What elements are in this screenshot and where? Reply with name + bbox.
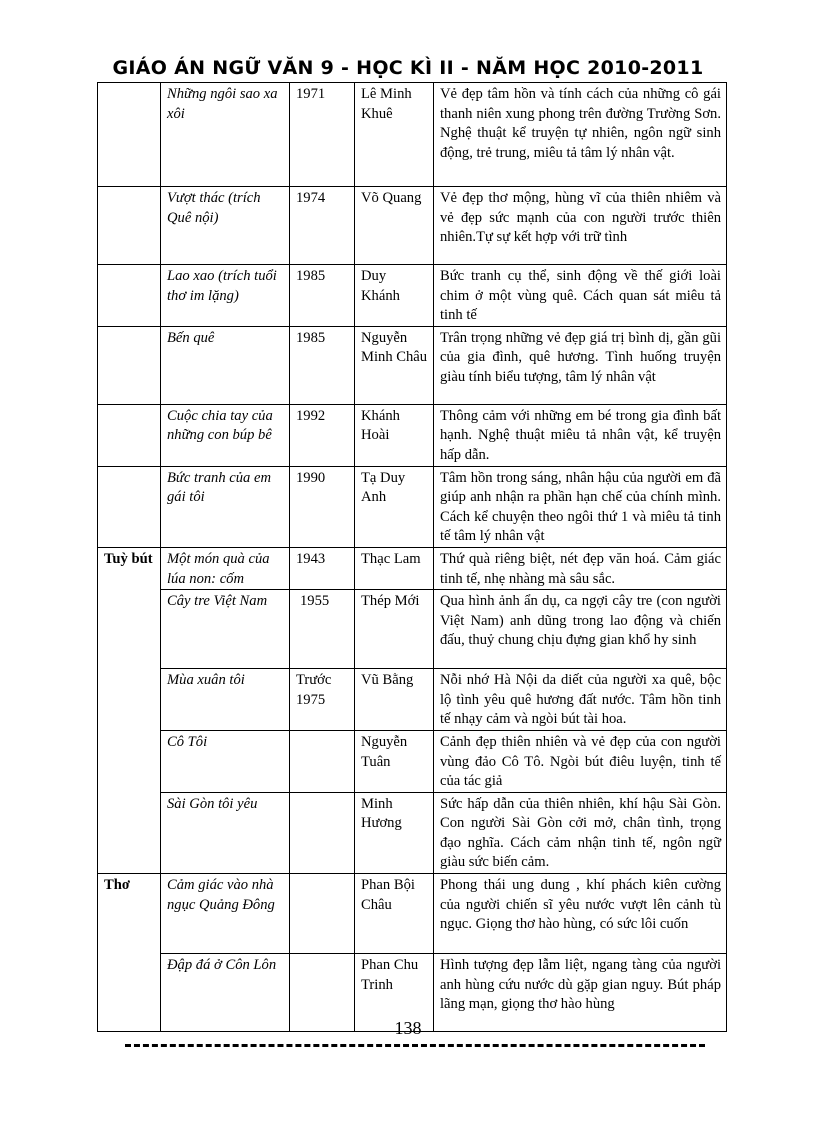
author-cell: Vũ Bằng xyxy=(355,669,434,731)
genre-cell xyxy=(98,187,161,265)
table-row xyxy=(98,547,727,589)
author-cell: Phan Chu Trinh xyxy=(355,954,434,1032)
genre-cell xyxy=(98,590,161,669)
table-row xyxy=(98,590,727,669)
table-row xyxy=(98,792,727,873)
author-cell: Khánh Hoài xyxy=(355,404,434,466)
description-cell: Qua hình ảnh ẩn dụ, ca ngợi cây tre (con người Việt Nam) anh dũng trong lao động và chiến đấu, thuỷ chung chịu đựng gian khổ hy sinh xyxy=(434,590,727,669)
description-cell: Thông cảm với những em bé trong gia đình bất hạnh. Nghệ thuật miêu tả nhân vật, kể truyện hấp dẫn. xyxy=(434,404,727,466)
year-cell: 1990 xyxy=(290,466,355,547)
description-cell: Hình tượng đẹp lẫm liệt, ngang tàng của người anh hùng cứu nước dù gặp gian nguy. Bút pháp lãng mạn, giọng thơ hào hùng xyxy=(434,954,727,1032)
genre-cell: Tuỳ bút xyxy=(98,547,161,589)
description-cell: Nỗi nhớ Hà Nội da diết của người xa quê, bộc lộ tình yêu quê hương đất nước. Tâm hồn tinh tế nhạy cảm và ngòi bút tài hoa. xyxy=(434,669,727,731)
year-cell: 1955 xyxy=(290,590,355,669)
description-cell: Vẻ đẹp thơ mộng, hùng vĩ của thiên nhiêm và vẻ đẹp sức mạnh của con người trước thiên nhiên.Tự sự kết hợp với trữ tình xyxy=(434,187,727,265)
genre-cell xyxy=(98,669,161,731)
genre-cell xyxy=(98,404,161,466)
year-cell: 1971 xyxy=(290,83,355,187)
author-cell: Võ Quang xyxy=(355,187,434,265)
table-row xyxy=(98,404,727,466)
work-title-cell: Bến quê xyxy=(161,326,290,404)
year-cell xyxy=(290,730,355,792)
work-title-cell: Cảm giác vào nhà ngục Quảng Đông xyxy=(161,874,290,954)
description-cell: Phong thái ung dung , khí phách kiên cường của người chiến sĩ yêu nước vượt lên cảnh tù ngục. Giọng thơ hào hùng, có sức lôi cuốn xyxy=(434,874,727,954)
table-body xyxy=(98,83,727,1032)
work-title-cell: Cô Tôi xyxy=(161,730,290,792)
year-cell: 1974 xyxy=(290,187,355,265)
description-cell: Cảnh đẹp thiên nhiên và vẻ đẹp của con người vùng đảo Cô Tô. Ngòi bút điêu luyện, tinh tế của tác giả xyxy=(434,730,727,792)
work-title-cell: Lao xao (trích tuổi thơ im lặng) xyxy=(161,265,290,327)
year-cell: Trước 1975 xyxy=(290,669,355,731)
genre-cell xyxy=(98,792,161,873)
author-cell: Thép Mới xyxy=(355,590,434,669)
page-number: 138 xyxy=(394,1018,422,1038)
description-cell: Vẻ đẹp tâm hồn và tính cách của những cô gái thanh niên xung phong trên đường Trường Sơn. Nghệ thuật kể truyện tự nhiên, ngôn ngữ sinh động, trẻ trung, miêu tả tâm lý nhân vật. xyxy=(434,83,727,187)
description-cell: Bức tranh cụ thể, sinh động về thế giới loài chim ở một vùng quê. Cách quan sát miêu tả tinh tế xyxy=(434,265,727,327)
author-cell: Tạ Duy Anh xyxy=(355,466,434,547)
work-title-cell: Cây tre Việt Nam xyxy=(161,590,290,669)
author-cell: Nguyễn Minh Châu xyxy=(355,326,434,404)
work-title-cell: Đập đá ở Côn Lôn xyxy=(161,954,290,1032)
genre-cell xyxy=(98,83,161,187)
work-title-cell: Những ngôi sao xa xôi xyxy=(161,83,290,187)
genre-cell xyxy=(98,466,161,547)
work-title-cell: Sài Gòn tôi yêu xyxy=(161,792,290,873)
author-cell: Minh Hương xyxy=(355,792,434,873)
year-cell: 1985 xyxy=(290,265,355,327)
year-cell xyxy=(290,874,355,954)
description-cell: Thứ quà riêng biệt, nét đẹp văn hoá. Cảm giác tinh tế, nhẹ nhàng mà sâu sắc. xyxy=(434,547,727,589)
description-cell: Sức hấp dẫn của thiên nhiên, khí hậu Sài Gòn. Con người Sài Gòn cởi mở, chân tình, trọng đạo nghĩa. Cách cảm nhận tinh tế, ngôn ngữ giàu sức biến cảm. xyxy=(434,792,727,873)
table-row xyxy=(98,83,727,187)
table-row xyxy=(98,466,727,547)
work-title-cell: Vượt thác (trích Quê nội) xyxy=(161,187,290,265)
table-row xyxy=(98,326,727,404)
year-cell: 1992 xyxy=(290,404,355,466)
literature-table xyxy=(97,82,727,1032)
genre-cell xyxy=(98,326,161,404)
genre-cell: Thơ xyxy=(98,874,161,954)
work-title-cell: Mùa xuân tôi xyxy=(161,669,290,731)
author-cell: Thạc Lam xyxy=(355,547,434,589)
genre-cell xyxy=(98,265,161,327)
page-header-title: GIÁO ÁN NGỮ VĂN 9 - HỌC KÌ II - NĂM HỌC 2010-2011 xyxy=(112,57,704,79)
description-cell: Trân trọng những vẻ đẹp giá trị bình dị, gần gũi của gia đình, quê hương. Tình huống truyện giàu tính biểu tượng, tâm lý nhân vật xyxy=(434,326,727,404)
author-cell: Lê Minh Khuê xyxy=(355,83,434,187)
table-row xyxy=(98,874,727,954)
year-cell: 1943 xyxy=(290,547,355,589)
author-cell: Duy Khánh xyxy=(355,265,434,327)
table-row xyxy=(98,265,727,327)
work-title-cell: Một món quà của lúa non: cốm xyxy=(161,547,290,589)
work-title-cell: Cuộc chia tay của những con búp bê xyxy=(161,404,290,466)
author-cell: Nguyễn Tuân xyxy=(355,730,434,792)
work-title-cell: Bức tranh của em gái tôi xyxy=(161,466,290,547)
table-row xyxy=(98,187,727,265)
author-cell: Phan Bội Châu xyxy=(355,874,434,954)
year-cell: 1985 xyxy=(290,326,355,404)
table-row xyxy=(98,730,727,792)
year-cell xyxy=(290,792,355,873)
description-cell: Tâm hồn trong sáng, nhân hậu của người em đã giúp anh nhận ra phần hạn chế của chính mình. Cách kể chuyện theo ngôi thứ 1 và miêu tả tinh tế tâm lý nhân vật xyxy=(434,466,727,547)
footer-dashed-rule xyxy=(125,1044,705,1047)
genre-cell xyxy=(98,730,161,792)
table-row xyxy=(98,669,727,731)
